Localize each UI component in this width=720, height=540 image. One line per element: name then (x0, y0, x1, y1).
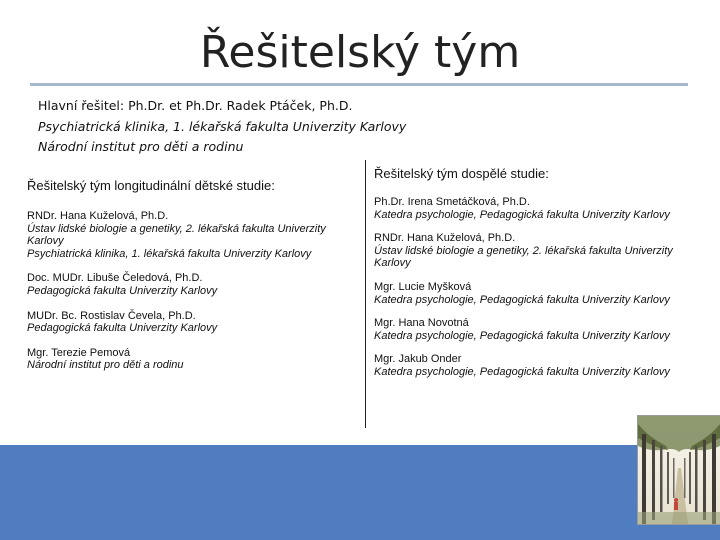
member-affiliation: Národní institut pro děti a rodinu (27, 359, 184, 372)
team-member (27, 210, 357, 260)
title-divider (30, 83, 688, 86)
member-affiliation: Pedagogická fakulta Univerzity Karlovy (27, 284, 218, 297)
footer-accent-bar (0, 445, 720, 540)
member-affiliation: Katedra psychologie, Pedagogická fakulta Univerzity Karlovy (374, 293, 670, 306)
member-name: MUDr. Bc. Rostislav Čevela, Ph.D. (27, 309, 196, 322)
member-affiliation: Ústav lidské biologie a genetiky, 2. lékařská fakulta Univerzity Karlovy Psychiatrická klinika, 1. lékařská fakulta Univerzity Karlovy (27, 222, 326, 260)
column-divider (365, 160, 366, 428)
member-name: RNDr. Hana Kuželová, Ph.D. (27, 210, 169, 222)
team-member (27, 310, 357, 335)
member-affiliation: Katedra psychologie, Pedagogická fakulta Univerzity Karlovy (374, 365, 670, 378)
slide-title: Řešitelský tým (199, 27, 521, 78)
principal-investigator-name: Hlavní řešitel: Ph.Dr. et Ph.Dr. Radek Ptáček, Ph.D. (38, 98, 353, 113)
team-member (374, 196, 719, 221)
member-name: Mgr. Jakub Onder (374, 353, 462, 366)
adult-study-team (374, 166, 719, 390)
adult-study-heading: Řešitelský tým dospělé studie: (374, 166, 549, 181)
member-name: RNDr. Hana Kuželová, Ph.D. (374, 232, 516, 245)
member-name: Mgr. Hana Novotná (374, 317, 469, 330)
team-member (27, 272, 357, 297)
team-member (374, 353, 719, 378)
team-member (374, 232, 719, 270)
member-affiliation: Katedra psychologie, Pedagogická fakulta Univerzity Karlovy (374, 208, 670, 221)
member-name: Doc. MUDr. Libuše Čeledová, Ph.D. (27, 272, 203, 285)
member-affiliation: Pedagogická fakulta Univerzity Karlovy (27, 322, 218, 335)
child-study-team (27, 178, 357, 384)
team-member (27, 347, 357, 372)
team-member (374, 281, 719, 306)
member-affiliation: Ústav lidské biologie a genetiky, 2. lékařská fakulta Univerzity Karlovy (374, 244, 673, 270)
principal-investigator (38, 96, 698, 158)
member-name: Ph.Dr. Irena Smetáčková, Ph.D. (374, 196, 530, 208)
child-study-heading: Řešitelský tým longitudinální dětské studie: (27, 178, 275, 193)
principal-investigator-affiliation-2: Národní institut pro děti a rodinu (38, 139, 244, 154)
member-name: Mgr. Lucie Myšková (374, 280, 472, 293)
member-name: Mgr. Terezie Pemová (27, 346, 131, 359)
member-affiliation: Katedra psychologie, Pedagogická fakulta Univerzity Karlovy (374, 329, 670, 342)
team-member (374, 317, 719, 342)
tree-avenue-photo-icon (637, 415, 720, 525)
principal-investigator-affiliation-1: Psychiatrická klinika, 1. lékařská fakulta Univerzity Karlovy (38, 118, 407, 134)
